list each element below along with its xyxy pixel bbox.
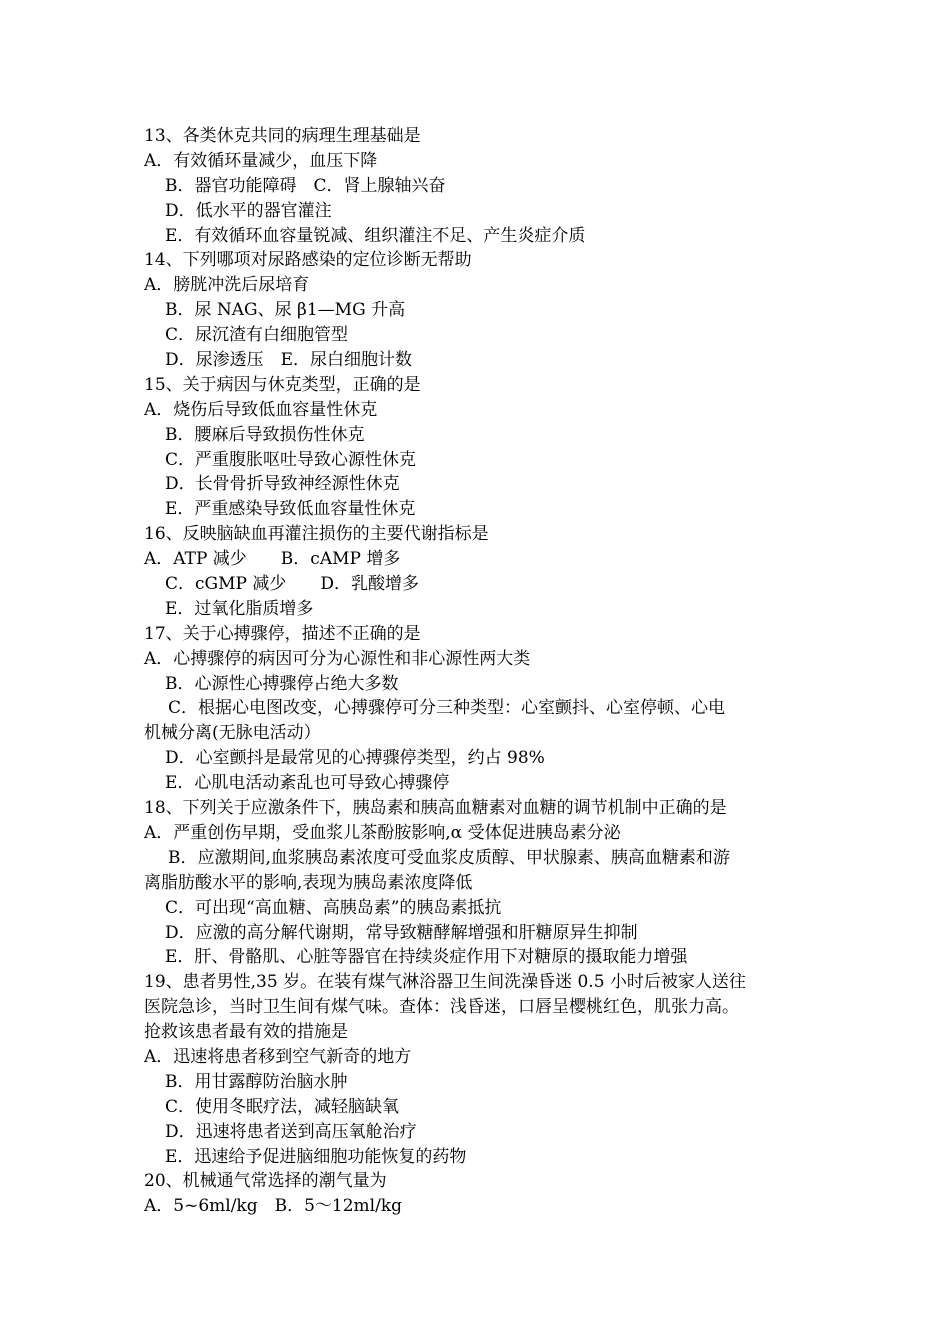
option-line: D．应激的高分解代谢期，常导致糖酵解增强和肝糖原异生抑制	[165, 922, 638, 943]
question-17-stem: 17、关于心搏骤停，描述不正确的是	[144, 623, 421, 644]
option-line: D．心室颤抖是最常见的心搏骤停类型，约占 98%	[165, 748, 545, 769]
question-16-stem: 16、反映脑缺血再灌注损伤的主要代谢指标是	[144, 524, 489, 545]
option-line: E．严重感染导致低血容量性休克	[165, 499, 416, 520]
option-line: D．低水平的器官灌注	[165, 200, 332, 221]
question-13-stem: 13、各类休克共同的病理生理基础是	[144, 126, 421, 146]
option-line: C．使用冬眠疗法，减轻脑缺氧	[165, 1096, 400, 1117]
question-19-stem-continuation: 医院急诊，当时卫生间有煤气味。查体：浅昏迷，口唇呈樱桃红色，肌张力高。	[144, 997, 739, 1018]
option-line: A．心搏骤停的病因可分为心源性和非心源性两大类	[144, 648, 531, 669]
question-19-stem-continuation: 抢救该患者最有效的措施是	[144, 1022, 348, 1043]
option-line: A．5~6ml/kg B．5～12ml/kg	[144, 1196, 403, 1217]
option-line: A．膀胱冲洗后尿培育	[144, 275, 310, 296]
question-20-stem: 20、机械通气常选择的潮气量为	[144, 1171, 387, 1192]
option-line: A．ATP 减少 B．cAMP 增多	[144, 549, 401, 570]
option-line: E．肝、骨骼肌、心脏等器官在持续炎症作用下对糖原的摄取能力增强	[165, 947, 688, 968]
option-line: E．迅速给予促进脑细胞功能恢复的药物	[165, 1146, 467, 1167]
option-line: E．心肌电活动紊乱也可导致心搏骤停	[165, 773, 450, 794]
option-line: C．尿沉渣有白细胞管型	[165, 325, 349, 346]
option-line: D．长骨骨折导致神经源性休克	[165, 474, 400, 495]
option-line: B．应激期间,血浆胰岛素浓度可受血浆皮质醇、甲状腺素、胰高血糖素和游	[168, 847, 730, 868]
document-body	[144, 124, 834, 1219]
question-18-stem: 18、下列关于应激条件下，胰岛素和胰高血糖素对血糖的调节机制中正确的是	[144, 798, 727, 819]
question-19-stem: 19、患者男性,35 岁。在装有煤气淋浴器卫生间洗澡昏迷 0.5 小时后被家人送往	[144, 972, 746, 993]
option-line: B．用甘露醇防治脑水肿	[165, 1071, 348, 1092]
option-continuation: 离脂肪酸水平的影响,表现为胰岛素浓度降低	[144, 872, 473, 893]
option-line: C．可出现“高血糖、高胰岛素”的胰岛素抵抗	[165, 897, 502, 918]
option-line: D．迅速将患者送到高压氧舱治疗	[165, 1121, 417, 1142]
option-line: B．腰麻后导致损伤性休克	[165, 424, 365, 445]
question-14-stem: 14、下列哪项对尿路感染的定位诊断无帮助	[144, 250, 472, 271]
option-line: E．过氧化脂质增多	[165, 598, 314, 619]
option-line: C．严重腹胀呕吐导致心源性休克	[165, 449, 417, 470]
option-line: B．心源性心搏骤停占绝大多数	[165, 673, 399, 694]
option-line: C．根据心电图改变，心搏骤停可分三种类型：心室颤抖、心室停顿、心电	[168, 698, 726, 719]
option-continuation: 机械分离(无脉电活动）	[144, 723, 321, 744]
option-line: A．有效循环量减少，血压下降	[144, 150, 378, 171]
option-line: B．尿 NAG、尿 β1—MG 升高	[165, 300, 406, 321]
option-line: D．尿渗透压 E．尿白细胞计数	[165, 350, 413, 371]
option-line: A．严重创伤早期，受血浆儿茶酚胺影响,α 受体促进胰岛素分泌	[144, 822, 621, 843]
option-line: B．器官功能障碍 C．肾上腺轴兴奋	[165, 175, 446, 196]
question-15-stem: 15、关于病因与休克类型，正确的是	[144, 374, 421, 395]
option-line: A．迅速将患者移到空气新奇的地方	[144, 1046, 412, 1067]
option-line: A．烧伤后导致低血容量性休克	[144, 399, 378, 420]
option-line: C．cGMP 减少 D．乳酸增多	[165, 574, 419, 595]
option-line: E．有效循环血容量锐减、组织灌注不足、产生炎症介质	[165, 225, 586, 246]
